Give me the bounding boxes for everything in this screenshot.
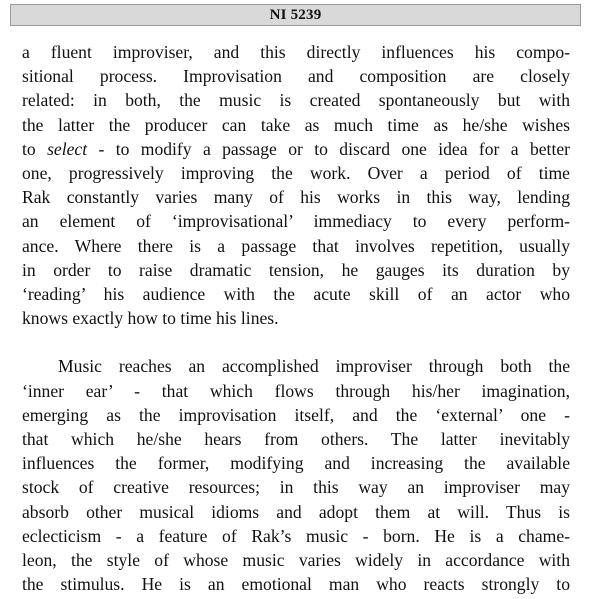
page-title: NI 5239 xyxy=(269,7,322,23)
paragraph-spacer xyxy=(22,330,570,354)
text-fragment: to xyxy=(22,138,48,159)
text-line: that which he/she hears from others. The latter inevitably xyxy=(22,429,570,450)
paragraph-1 xyxy=(22,40,570,330)
document-body xyxy=(22,40,570,596)
text-line: emerging as the improvisation itself, and the ‘external’ one - xyxy=(22,404,570,425)
text-line: eclecticism - a feature of Rak’s music - born. He is a chame- xyxy=(22,525,570,546)
text-line: stock of creative resources; in this way an improviser may xyxy=(22,477,570,498)
header-bar xyxy=(10,4,581,26)
text-line: leon, the style of whose music varies widely in accordance with xyxy=(22,550,570,571)
text-line: ‘inner ear’ - that which flows through his/her imagination, xyxy=(22,380,570,401)
text-line: one, progressively improving the work. Over a period of time xyxy=(22,163,570,184)
text-line: ance. Where there is a passage that involves repetition, usually xyxy=(22,235,570,256)
text-line: the latter the producer can take as much time as he/she wishes xyxy=(22,114,570,135)
text-fragment: - to modify a passage or to discard one idea for a better xyxy=(87,138,570,159)
text-line: ‘reading’ his audience with the acute skill of an actor who xyxy=(22,284,570,305)
paragraph-2 xyxy=(22,354,570,596)
text-line: in order to raise dramatic tension, he gauges its duration by xyxy=(22,259,570,280)
text-line: influences the former, modifying and increasing the available xyxy=(22,453,570,474)
text-line xyxy=(22,137,570,161)
text-line: related: in both, the music is created spontaneously but with xyxy=(22,90,570,111)
italic-word: select xyxy=(47,138,88,159)
text-line: absorb other musical idioms and adopt them at will. Thus is xyxy=(22,501,570,522)
text-line: Music reaches an accomplished improviser through both the xyxy=(58,356,570,377)
text-line: Rak constantly varies many of his works in this way, lending xyxy=(22,187,570,208)
text-line: an element of ‘improvisational’ immediacy to every perform- xyxy=(22,211,570,232)
text-line: sitional process. Improvisation and composition are closely xyxy=(22,66,570,87)
text-line: the stimulus. He is an emotional man who reacts strongly to xyxy=(22,574,570,595)
text-line: knows exactly how to time his lines. xyxy=(22,308,279,329)
text-line: a fluent improviser, and this directly influences his compo- xyxy=(22,42,570,62)
